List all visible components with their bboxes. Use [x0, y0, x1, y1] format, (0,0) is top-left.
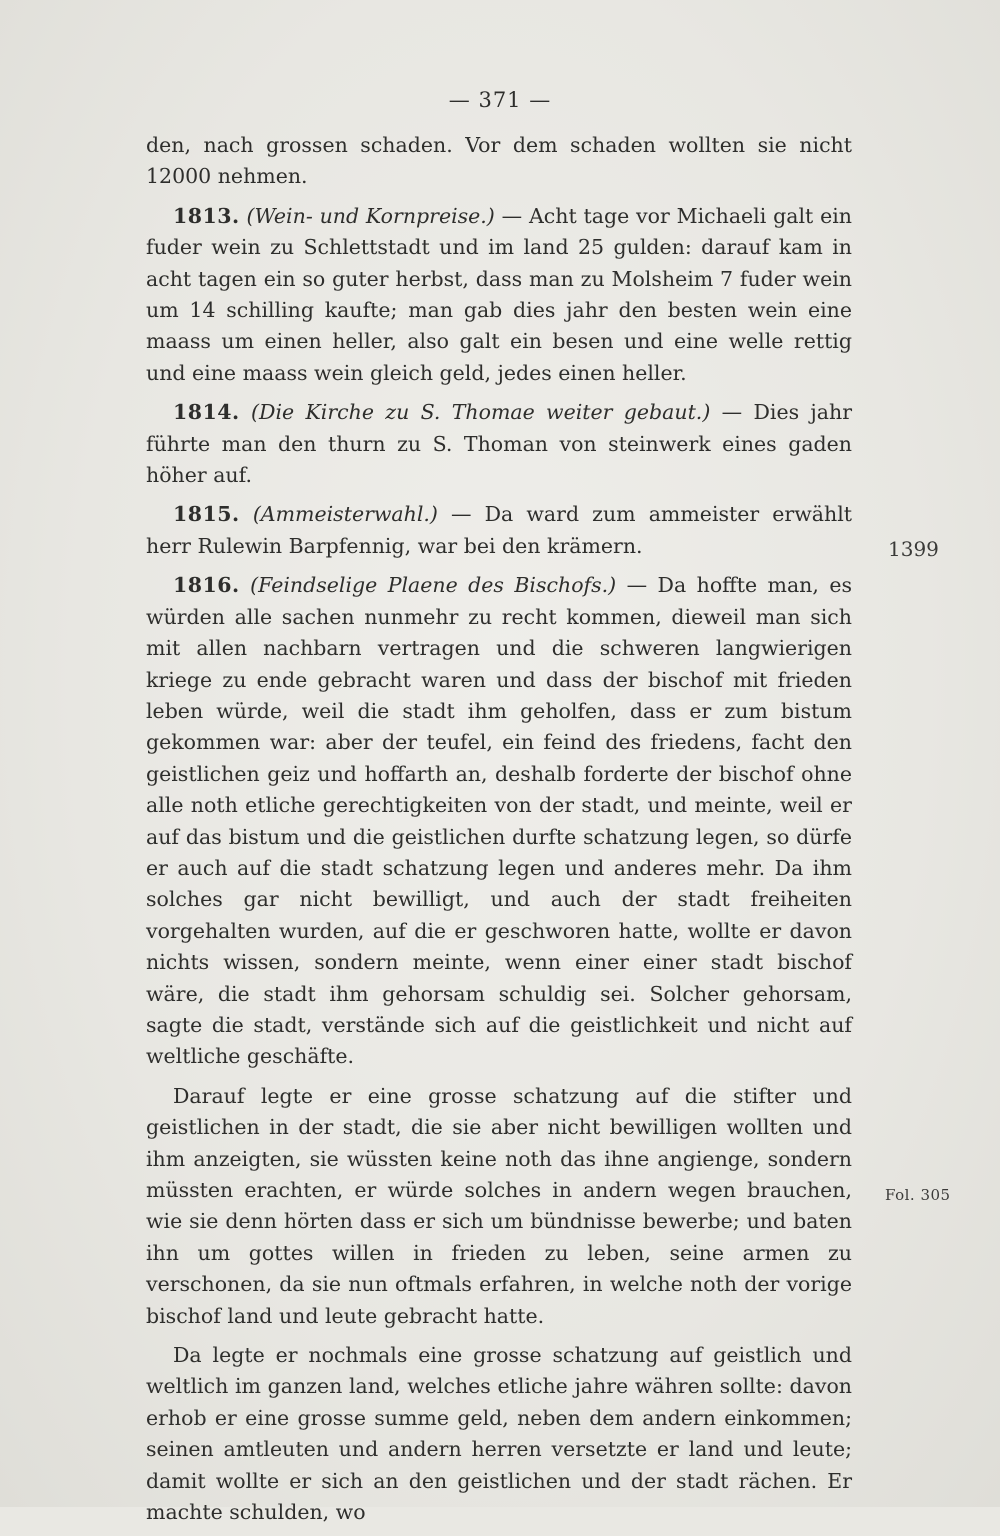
entry-1813: [146, 201, 852, 389]
entry-text: — Dies jahr führte man den thurn zu S. Thoman von steinwerk eines gaden höher auf.: [146, 400, 852, 488]
paragraph-darauf: [146, 1081, 852, 1332]
paragraph-text: den, nach grossen schaden. Vor dem schaden wollten sie nicht 12000 nehmen.: [146, 133, 852, 189]
entry-1815: [146, 499, 852, 562]
margin-folio-note: Fol. 305: [885, 1186, 951, 1204]
entry-topic: (Wein- und Kornpreise.): [246, 203, 495, 228]
paragraph-da-legte: [146, 1340, 852, 1528]
entry-1816: [146, 570, 852, 1073]
entry-topic: (Die Kirche zu S. Thomae weiter gebaut.): [251, 400, 711, 425]
entry-1814: [146, 397, 852, 491]
entry-year: 1816.: [173, 573, 240, 598]
paragraph-continuation: [146, 130, 852, 193]
paragraph-text: Darauf legte er eine grosse schatzung auf die stifter und geistlichen in der stadt, die sie aber nicht bewilligen wollten und ihm anzeigten, sie wüssten keine noth das ihne angienge, sondern müssten erachten, er würde solches in andern wegen brauchen, wie sie denn hörten dass er sich um bündnisse bewerbe; und baten ihn um gottes willen in frieden zu leben, seine armen zu verschonen, da sie nun oftmals erfahren, in welche noth der vorige bischof land und leute gebracht hatte.: [146, 1083, 852, 1328]
entry-year: 1813.: [173, 203, 240, 228]
entry-topic: (Feindselige Plaene des Bischofs.): [250, 573, 617, 598]
entry-year: 1815.: [173, 502, 240, 527]
entry-topic: (Ammeisterwahl.): [252, 502, 438, 527]
entry-year: 1814.: [173, 400, 240, 425]
paragraph-text: Da legte er nochmals eine grosse schatzung auf geistlich und weltlich im ganzen land, welches etliche jahre währen sollte: davon erhob er eine grosse summe geld, neben dem andern einkommen; seinen amtleuten und andern herren versetzte er land und leute; damit wollte er sich an den geistlichen und der stadt rächen. Er machte schulden, wo: [146, 1343, 852, 1525]
main-text-column: [146, 130, 852, 1536]
entry-text: — Da ward zum ammeister erwählt herr Rulewin Barpfennig, war bei den krämern.: [146, 502, 852, 558]
entry-text: — Acht tage vor Michaeli galt ein fuder wein zu Schlettstadt und im land 25 gulden: darauf kam in acht tagen ein so guter herbst, dass man zu Molsheim 7 fuder wein um 14 schilling kaufte; man gab dies jahr den besten wein eine maass um einen heller, also galt ein besen und eine welle rettig und eine maass wein gleich geld, jedes einen heller.: [146, 203, 852, 385]
page-number: — 371 —: [448, 88, 552, 112]
margin-year-note: 1399: [888, 537, 939, 561]
entry-text: — Da hoffte man, es würden alle sachen nunmehr zu recht kommen, dieweil man sich mit allen nachbarn vertragen und die schweren langwierigen kriege zu ende gebracht waren und dass der bischof mit frieden leben würde, weil die stadt ihm geholfen, dass er zum bistum gekommen war: aber der teufel, ein feind des friedens, facht den geistlichen geiz und hoffarth an, deshalb forderte der bischof ohne alle noth etliche gerechtigkeiten von der stadt, und meinte, weil er auf das bistum und die geistlichen durfte schatzung legen, so dürfe er auch auf die stadt schatzung legen und anderes mehr. Da ihm solches gar nicht bewilligt, und auch der stadt freiheiten vorgehalten wurden, auf die er geschworen hatte, wollte er davon nichts wissen, sondern meinte, wenn einer einer stadt bischof wäre, die stadt ihm gehorsam schuldig sei. Solcher gehorsam, sagte die stadt, verstände sich auf die geistlichkeit und nicht auf weltliche geschäfte.: [146, 573, 852, 1069]
